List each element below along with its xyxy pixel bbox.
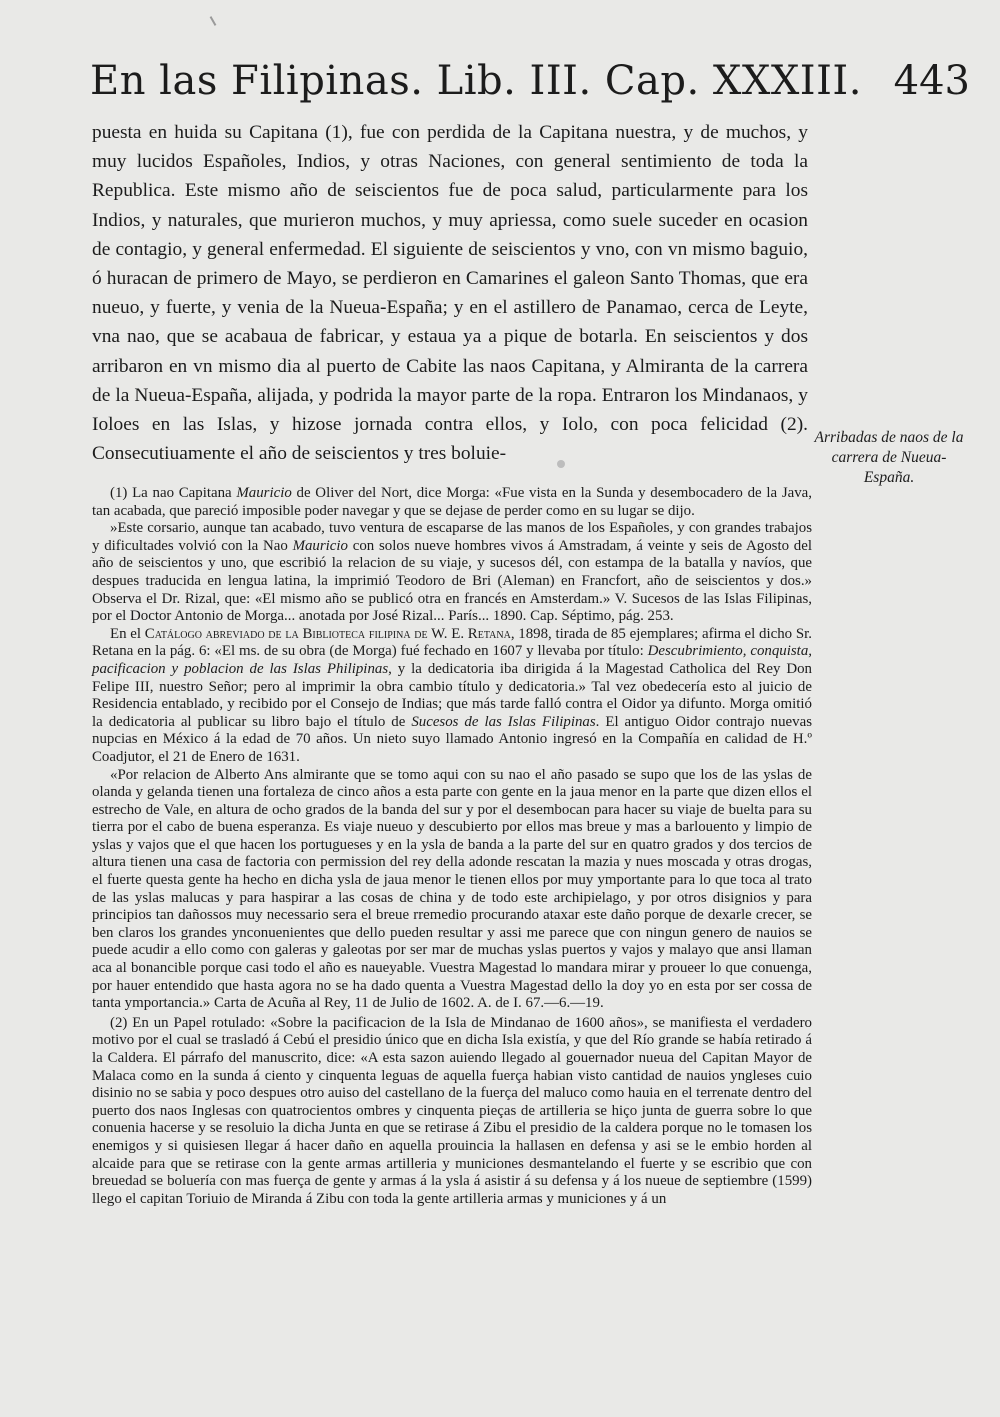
footnote-text: , 1898, tirada de 85 ejemplares; afirma el dicho Sr. Retana en la pág. 6: «El ms. de su obra (de Morga) fué fechado en 1607 y llevaba por título: (92, 625, 813, 660)
main-paragraph: puesta en huida su Capitana (1), fue con perdida de la Capitana nuestra, y de muchos, y muy lucidos Españoles, Indios, y otras Naciones, con general sentimiento de toda la Republica. Este mismo año de seiscientos fue de poca salud, particularmente para los Indios, y naturales, que murieron muchos, y muy apriessa, como suele suceder en ocasion de contagio, y general enfermedad. El siguiente de seiscientos y vno, con vn mismo baguio, ó huracan de primero de Mayo, se perdieron en Camarines el galeon Santo Thomas, que era nueuo, y fuerte, y venia de la Nueua-España; y en el astillero de Panamao, cerca de Leyte, vna nao, que se acabaua de fabricar, y estaua ya a pique de botarla. En seiscientos y dos arribaron en vn mismo dia al puerto de Cabite las naos Capitana, y Almiranta de la carrera de la Nueua-España, alijada, y podrida la mayor parte de la ropa. Entraron los Mindanaos, y Ioloes en las Islas, y hizose jornada contra ellos, y Iolo, con poca felicidad (2). Consecutiuamente el año de seiscientos y tres boluie- (92, 122, 808, 465)
footnote-italic: Mauricio (292, 537, 348, 554)
footnote-text: »Este corsario, aunque tan acabado, tuvo ventura de escaparse de las manos de los Españoles, y con grandes trabajos y dificultades volvió con la Nao (92, 520, 812, 554)
footnote-1-para-2 (92, 520, 812, 626)
margin-note: Arribadas de naos de la carrera de Nueua-España. (814, 429, 964, 486)
footnote-text: En el (110, 625, 145, 642)
main-text (92, 118, 808, 468)
footnote-italic: Sucesos de las Islas Filipinas (411, 713, 596, 730)
footnote-1-para-4: «Por relacion de Alberto Ans almirante que se tomo aqui con su nao el año pasado se supo que los de las yslas de olanda y gelanda tienen una fortaleza de cinco años a esta parte con gente en la jaua menor en la parte que dizen ellos el estrecho de Vale, en altura de ocho grados de la banda del sur y por el desembocan para hacer su viaje de buelta para su tierra por el cabo de buena esperanza. Es viaje nueuo y descubierto por ellos mas breue y mas a barlouento y limpio de yslas y vajos que el que hacen los portugueses y en la ysla de banda a la parte del sur en quatro grados y dos tercios de altura tienen una casa de factoria con permission del rey della adonde rescatan la mazia y nues moscada y otras drogas, el fuerte questa gente ha hecho en dicha ysla de jaua menor le tienen ellos por muy ymportante para lo que toca al trato de las yslas malucas y para haspirar a las cosas de china y de todo este archipielago, y por otros disignios y para principios tan dañossos muy necessario sera el breue rremedio procurando ataxar este daño porque de dexarle crecer, se ben claros los grandes ynconuenientes que dello pueden resultar y assi me parece que con ningun genero de nauios se puede acudir a ello como con galeras y galeotas por ser mar de muchas yslas puertos y vajos y malayo que ansi llaman aca al bonancible porque casi todo el año es naueyable. Vuestra Magestad lo mandara mirar y proueer lo que conuenga, por hauer entendido que hasta agora no se ha dado quenta a Vuestra Magestad dello la doy yo en esta por ser cossa de tanta ymportancia.» Carta de Acuña al Rey, 11 de Julio de 1602. A. de I. 67.—6.—19. (92, 766, 812, 1012)
ink-dot (557, 460, 565, 468)
footnote-1-para-1 (92, 485, 812, 520)
print-mark (210, 16, 217, 26)
footnote-text: de Oliver del Nort, dice Morga: «Fue vista en la Sunda y desembocadero de la Java, tan acabada, que pareció imposible poder navegar y que se dejase de perder como en su lugar se dijo. (92, 485, 813, 519)
footnote-1-para-3 (92, 626, 812, 767)
footnote-italic: Descubrimiento, conquista, pacificacion y poblacion de las Islas Philipinas (92, 643, 812, 677)
footnote-text: . El antiguo Oidor contrajo nuevas nupcias en México á la edad de 70 años. Un nieto suyo llamado Antonio ingresó en la Compañía en calidad de H.º Coadjutor, el 21 de Enero de 1631. (92, 713, 812, 765)
footnote-2: (2) En un Papel rotulado: «Sobre la pacificacion de la Isla de Mindanao de 1600 años», se manifiesta el verdadero motivo por el cual se trasladó á Cebú el presidio único que en dicha Isla existía, y que del Río grande se había retirado á la Caldera. El párrafo del manuscrito, dice: «A esta sazon auiendo llegado al gouernador nueua del Capitan Mayor de Malaca como en la sunda á ciento y cinquenta leguas de aquella fuerça habian visto cantidad de nauios yngleses cuio disinio no se sabia y poco despues otro auiso del castellano de la fuerça del maluco como hauia en el terrenate dentro del puerto dos naos Inglesas con quatrocientos ombres y cinquenta pieças de artilleria se hiço junta de guerra sobre lo que conuenia hacerse y se resoluio la dicha Junta en que se retirase á Zibu el presidio de la caldera porque no le tomasen los enemigos y si quisiesen llegar á hacer daño en aquella prouincia la hallasen en defensa y asi se le embio horden al alcaide para que se retirase con la gente armas artilleria y municiones desmantelando el fuerte y se escribio que con breuedad se boluería con mas fuerça de gente y armas á la ysla á asistir á su defensa y á los nueue de septiembre (1599) llego el capitan Toriuio de Miranda á Zibu con toda la gente artilleria armas y municiones y á un (92, 1014, 812, 1207)
footnote-text: con solos nueve hombres vivos á Amstradam, á veinte y seis de Agosto del año de seiscientos y uno, que escribió la relacion de su viaje, y sucesos dél, con estampa de la batalla y navíos, que despues traducida en lengua latina, la imprimió Teodoro de Bri (Aleman) en Francfort, año de seiscientos y dos.» Observa el Dr. Rizal, que: «El mismo año se publicó otra en francés en Amsterdam.» V. Sucesos de las Islas Filipinas, por el Doctor Antonio de Morga... anotada por José Rizal... París... 1890. Cap. Séptimo, pág. 253. (92, 537, 812, 625)
footnote-text: (1) La nao Capitana (110, 485, 237, 501)
footnote-text: , y la dedicatoria iba dirigida á la Magestad Catholica del Rey Don Felipe III, nuestro Señor; pero al imprimir la obra cambio título y dedicatoria.» Tal vez obedecería esto al juicio de Residencia entablado, y recibido por el Consejo de Indias; que más tarde falló contra el Oidor ya difunto. Morga omitió la dedicatoria al publicar su libro bajo el título de (92, 660, 812, 730)
running-title: En las Filipinas. Lib. III. Cap. XXXIII. (90, 58, 862, 104)
footnotes (92, 485, 812, 1208)
page-number: 443 (893, 58, 970, 104)
footnote-smallcaps: Catálogo abreviado de la Biblioteca filipina de W. E. Retana (144, 625, 511, 642)
running-header (90, 58, 970, 108)
footnote-italic: Mauricio (236, 485, 292, 501)
